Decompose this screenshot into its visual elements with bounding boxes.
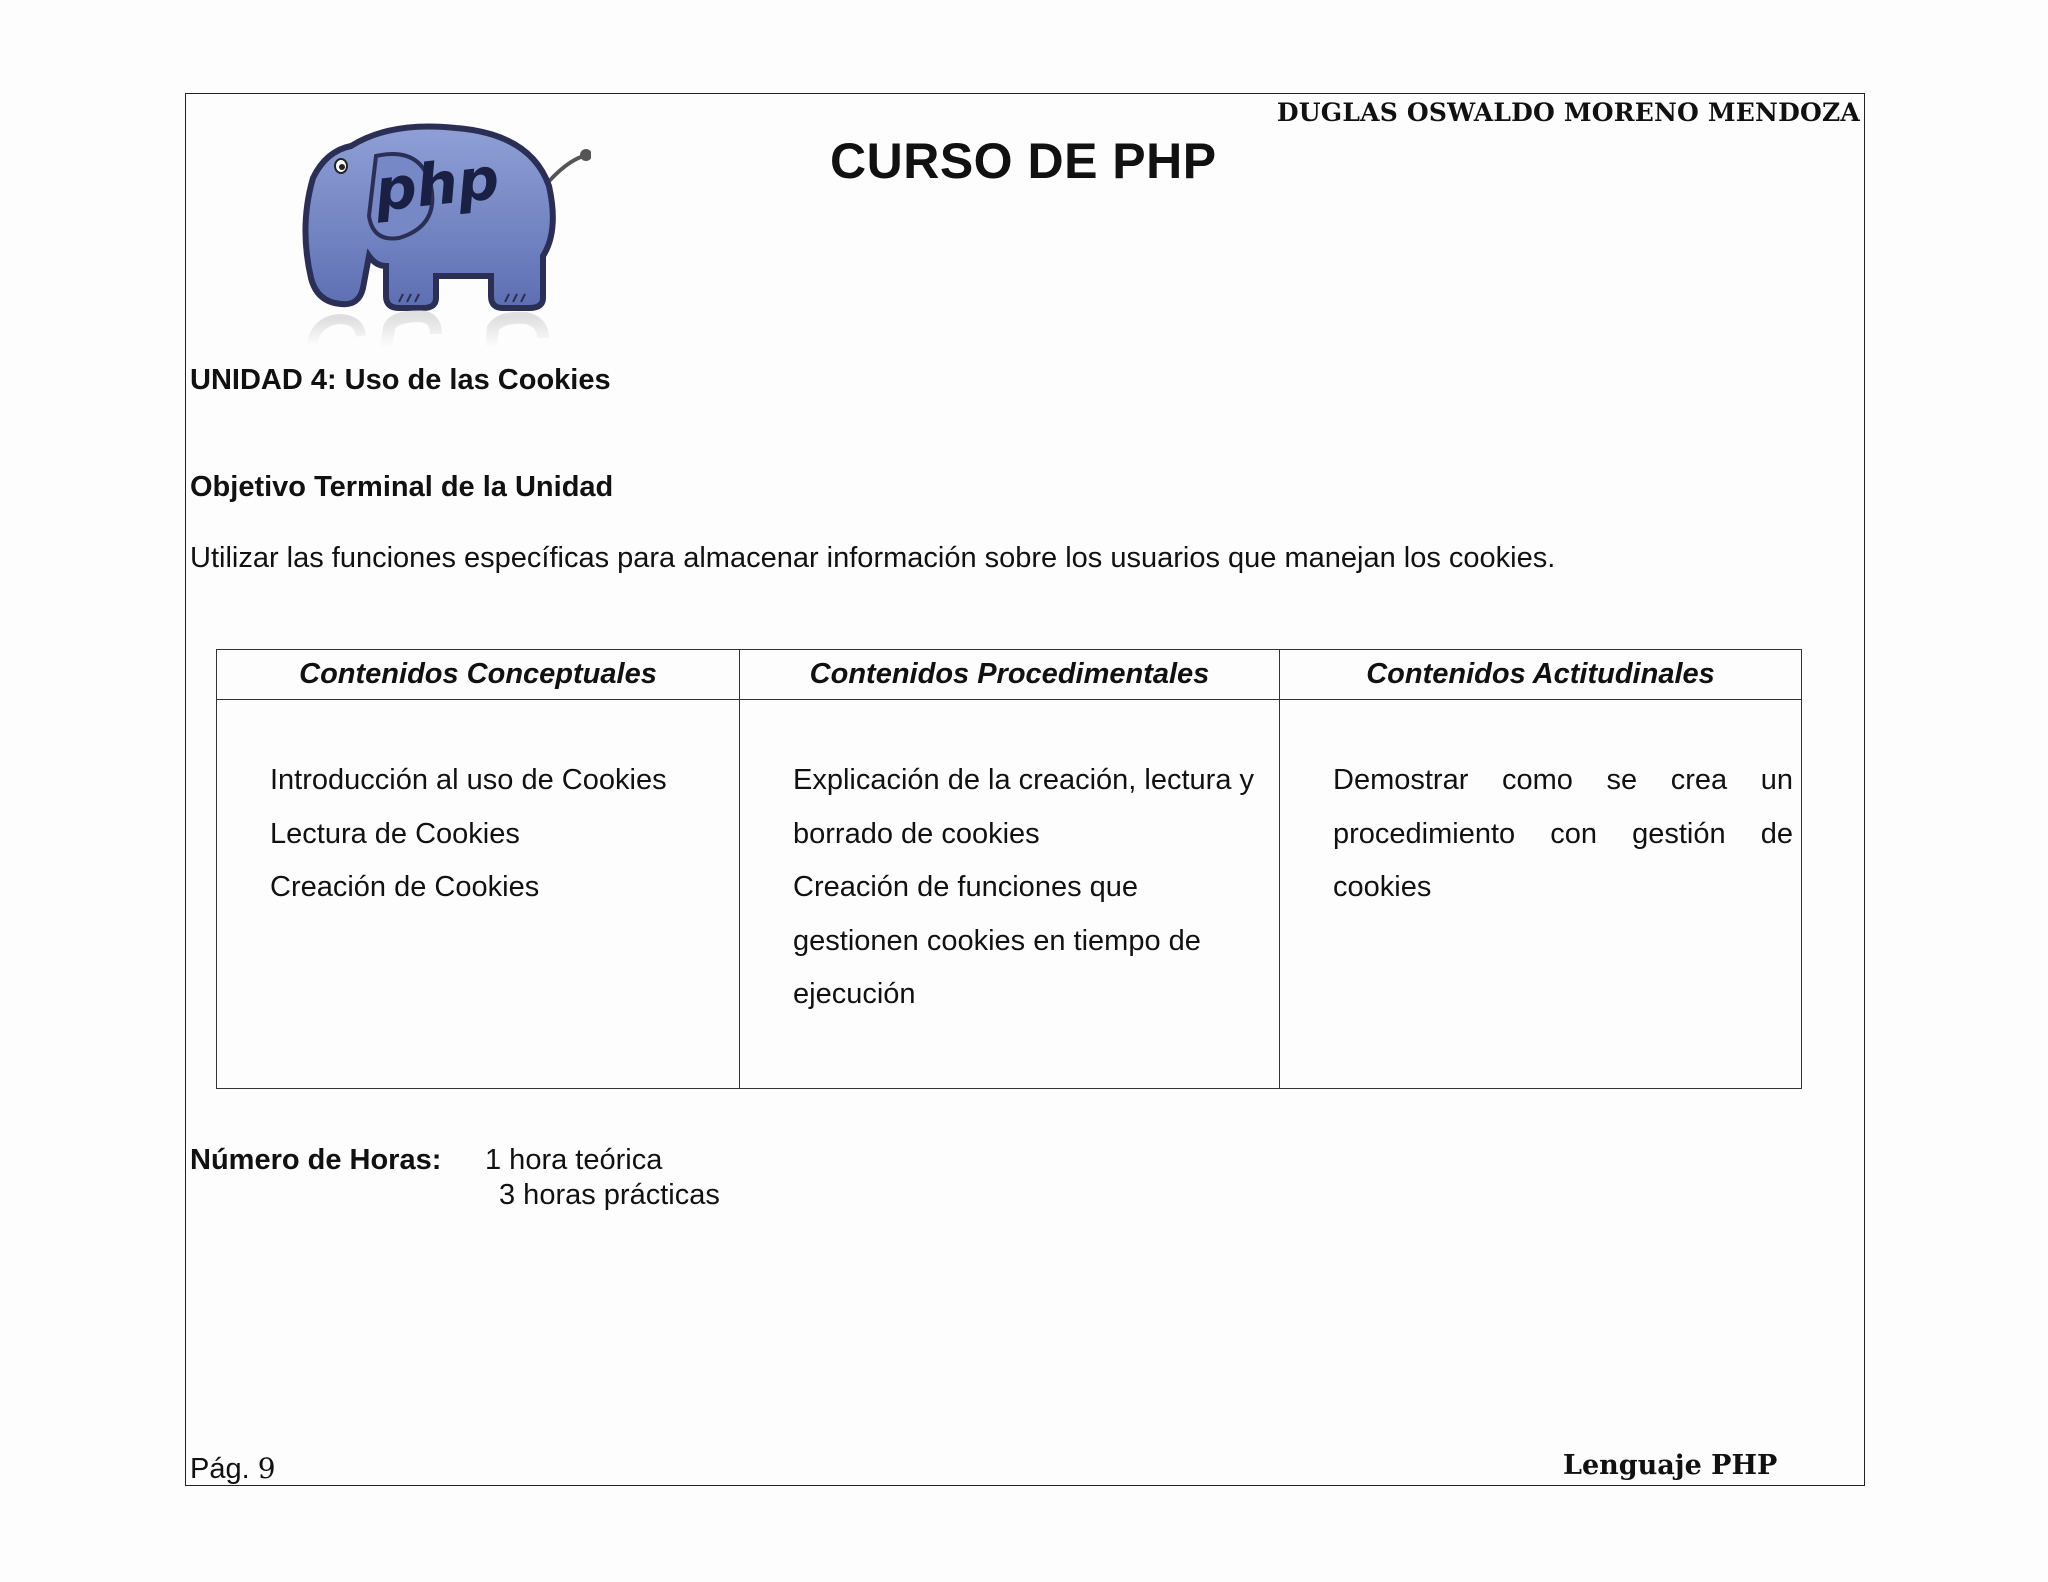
header-procedimentales: Contenidos Procedimentales bbox=[740, 650, 1280, 700]
logo-text: php bbox=[371, 144, 503, 225]
hours-label: Número de Horas: bbox=[190, 1144, 442, 1176]
table-header-row bbox=[217, 650, 1802, 700]
page-number bbox=[190, 1452, 276, 1486]
unit-title: UNIDAD 4: Uso de las Cookies bbox=[190, 364, 611, 396]
page-label: Pág. bbox=[190, 1453, 250, 1485]
list-item: Creación de funciones que gestionen cookies en tiempo de ejecución bbox=[793, 871, 1201, 1010]
hours-theory: 1 hora teórica bbox=[485, 1144, 663, 1176]
cell-actitudinales bbox=[1280, 700, 1802, 1089]
footer-course-name: Lenguaje PHP bbox=[1563, 1450, 1778, 1481]
author-name: DUGLAS OSWALDO MORENO MENDOZA bbox=[1276, 98, 1860, 127]
hours-practice: 3 horas prácticas bbox=[499, 1179, 720, 1211]
list-item: Explicación de la creación, lectura y borrado de cookies bbox=[793, 764, 1255, 850]
contents-table bbox=[216, 649, 1802, 1089]
page-title: CURSO DE PHP bbox=[830, 133, 1217, 189]
php-elephant-icon bbox=[281, 116, 591, 356]
list-item: Demostrar como se crea un procedimiento con gestión de cookies bbox=[1333, 764, 1793, 903]
list-item: Introducción al uso de Cookies bbox=[270, 764, 667, 796]
page-frame bbox=[185, 93, 1865, 1486]
list-item: Creación de Cookies bbox=[270, 871, 540, 903]
page-number-value: 9 bbox=[257, 1452, 276, 1485]
objective-heading: Objetivo Terminal de la Unidad bbox=[190, 471, 614, 503]
list-item: Lectura de Cookies bbox=[270, 817, 520, 850]
cell-conceptuales bbox=[217, 700, 740, 1089]
cell-procedimentales bbox=[740, 700, 1280, 1089]
header-actitudinales: Contenidos Actitudinales bbox=[1280, 650, 1802, 700]
table-row bbox=[217, 700, 1802, 1089]
header-conceptuales: Contenidos Conceptuales bbox=[217, 650, 740, 700]
objective-text: Utilizar las funciones específicas para almacenar información sobre los usuarios que manejan los cookies. bbox=[190, 542, 1556, 574]
